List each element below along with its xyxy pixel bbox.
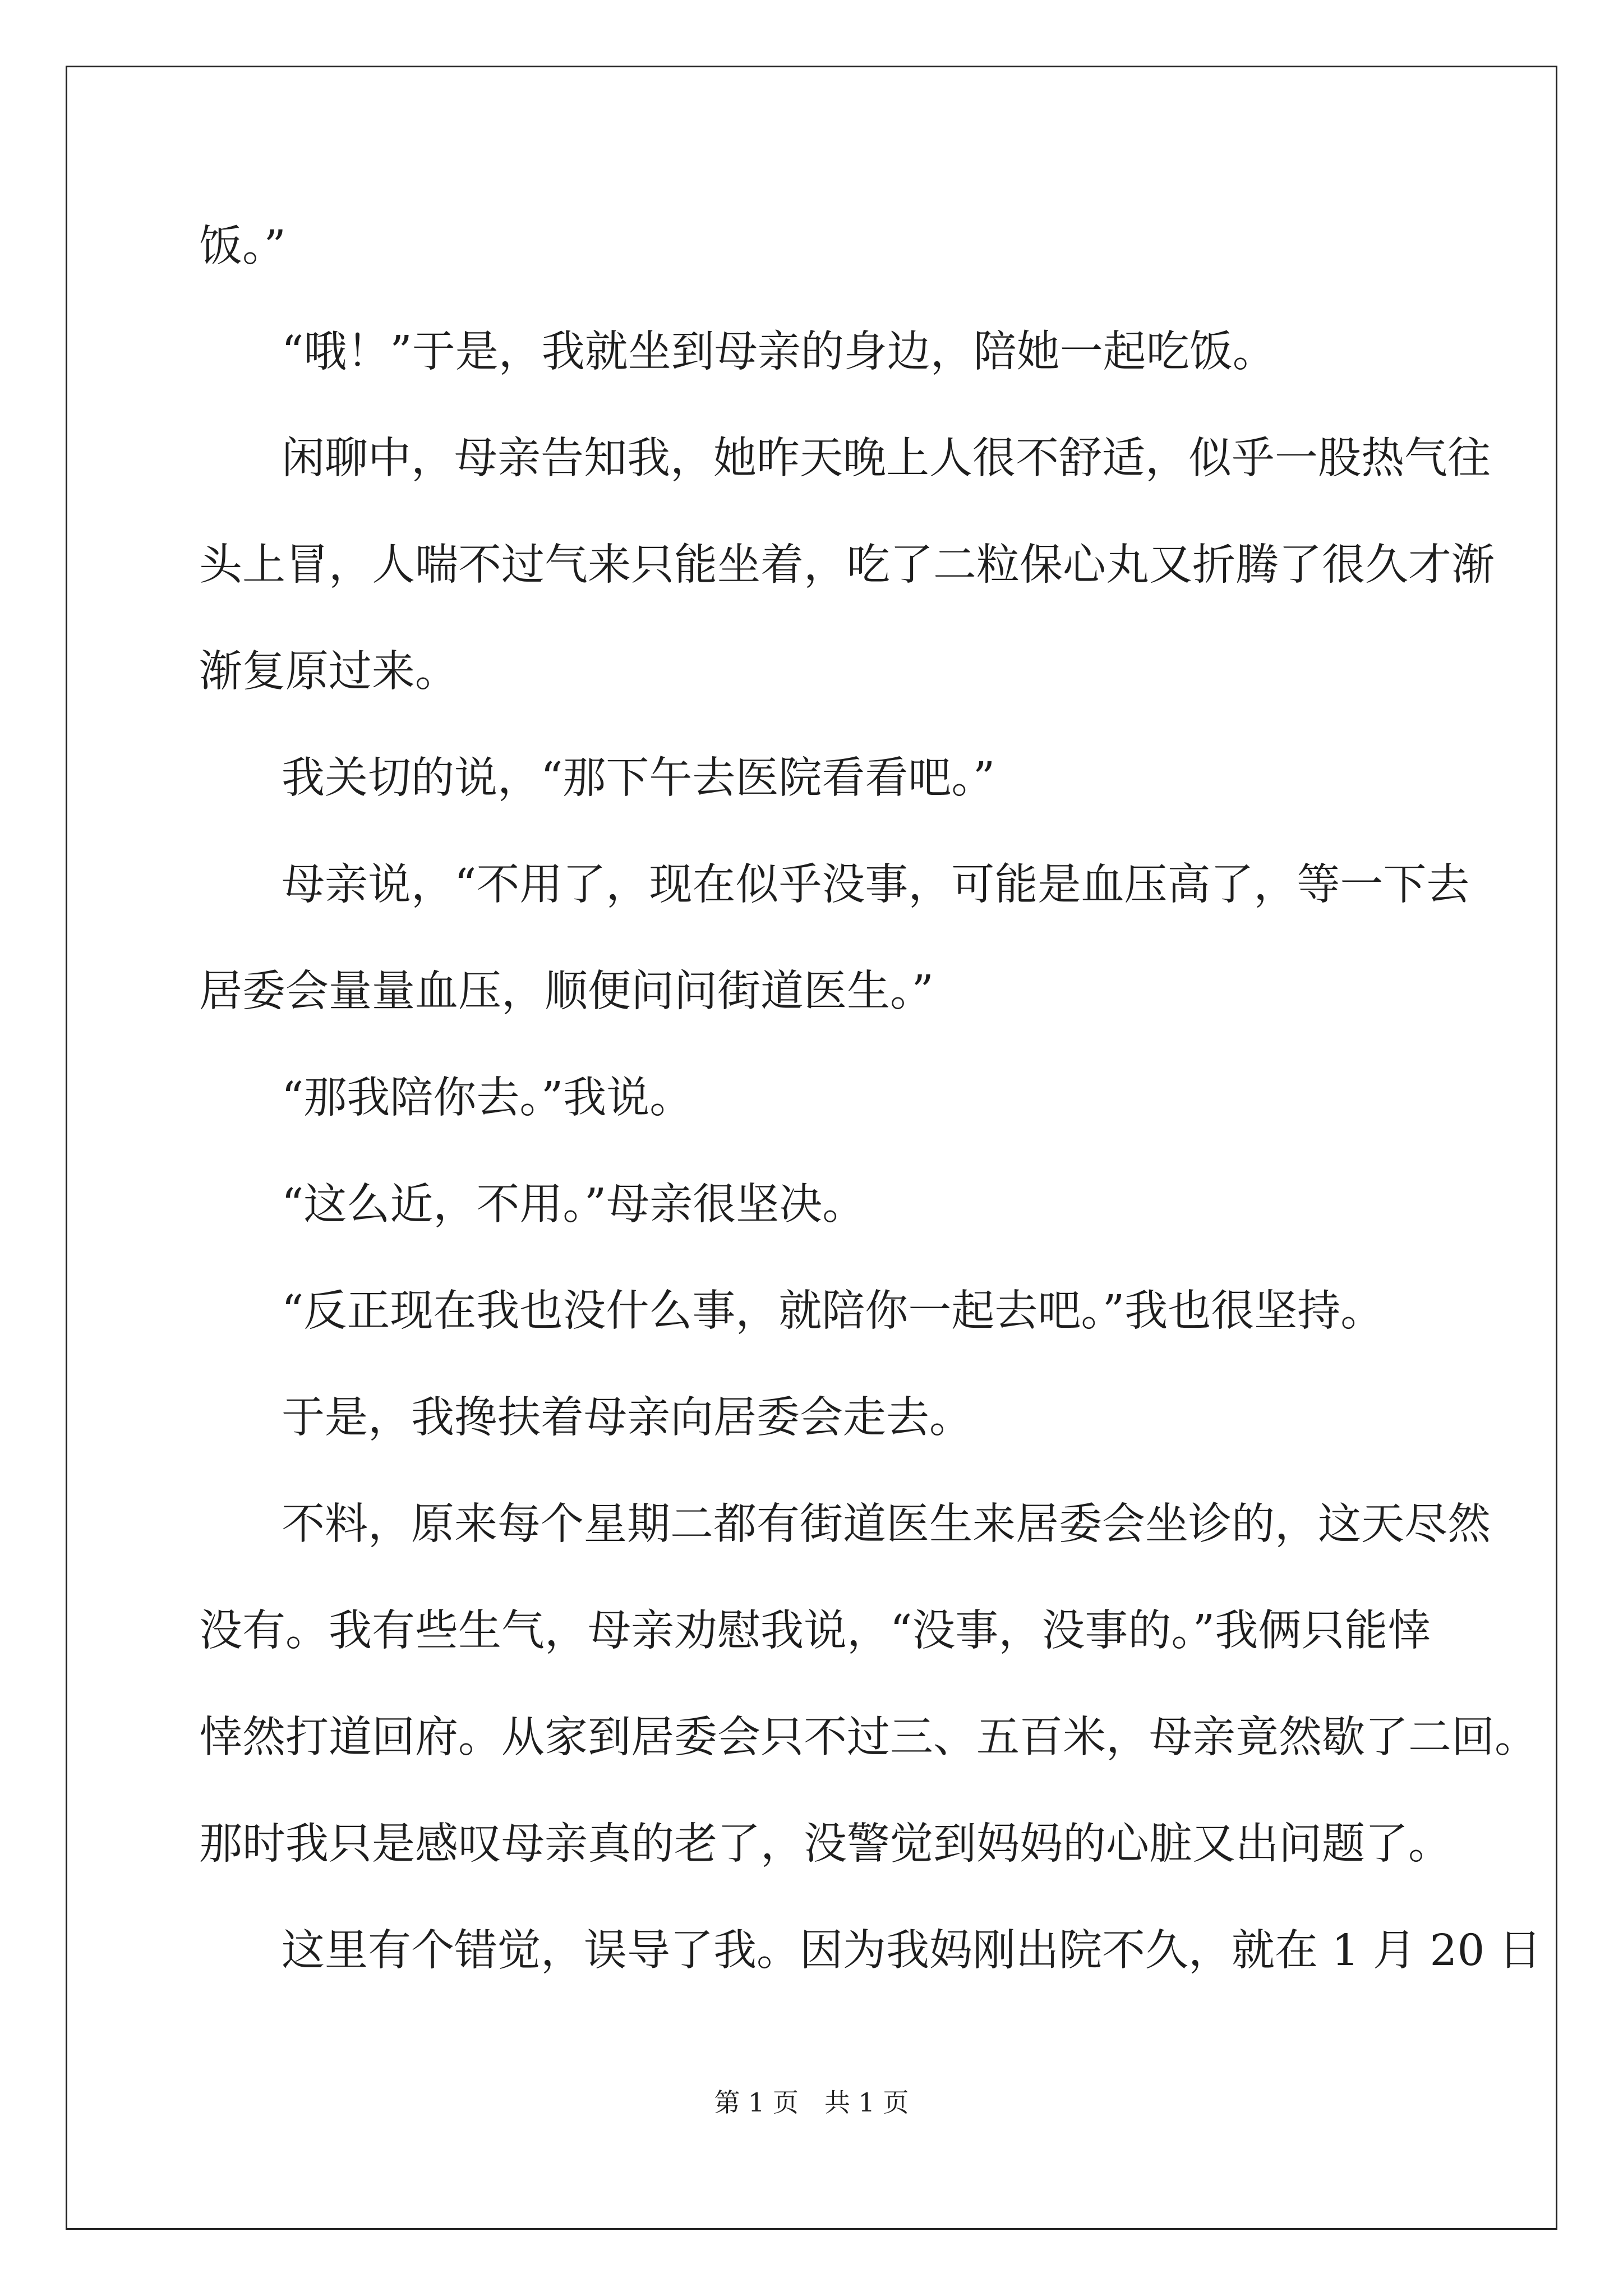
page-number-footer: 第 1 页 共 1 页 bbox=[714, 2087, 909, 2118]
text-line: 居委会量量血压，顺便问问街道医生。” bbox=[199, 967, 934, 1016]
text-line: 那时我只是感叹母亲真的老了，没警觉到妈妈的心脏又出问题了。 bbox=[199, 1819, 1451, 1869]
text-line: 我关切的说，“那下午去医院看看吧。” bbox=[282, 753, 995, 803]
text-line: 悻然打道回府。从家到居委会只不过三、五百米，母亲竟然歇了二回。 bbox=[199, 1713, 1538, 1763]
text-line: “哦！”于是，我就坐到母亲的身边，陪她一起吃饭。 bbox=[282, 327, 1276, 377]
text-line: 没有。我有些生气，母亲劝慰我说，“没事，没事的。”我俩只能悻 bbox=[199, 1606, 1431, 1656]
text-line: “那我陪你去。”我说。 bbox=[282, 1073, 693, 1123]
text-line: 闲聊中，母亲告知我，她昨天晚上人很不舒适，似乎一股热气往 bbox=[282, 434, 1491, 484]
text-line: “反正现在我也没什么事，就陪你一起去吧。”我也很坚持。 bbox=[282, 1286, 1384, 1336]
text-line: 不料，原来每个星期二都有街道医生来居委会坐诊的，这天尽然 bbox=[282, 1499, 1491, 1549]
text-line: “这么近，不用。”母亲很坚决。 bbox=[282, 1180, 866, 1230]
text-line: 母亲说，“不用了，现在似乎没事，可能是血压高了，等一下去 bbox=[282, 860, 1470, 910]
text-line: 渐复原过来。 bbox=[199, 647, 458, 697]
text-line: 于是，我搀扶着母亲向居委会走去。 bbox=[282, 1393, 972, 1443]
page-border bbox=[66, 66, 1557, 2230]
text-line: 饭。” bbox=[199, 222, 286, 272]
text-line: 头上冒，人喘不过气来只能坐着，吃了二粒保心丸又折腾了很久才渐 bbox=[199, 540, 1495, 590]
text-line: 这里有个错觉，误导了我。因为我妈刚出院不久，就在 1 月 20 日 bbox=[282, 1926, 1542, 1976]
